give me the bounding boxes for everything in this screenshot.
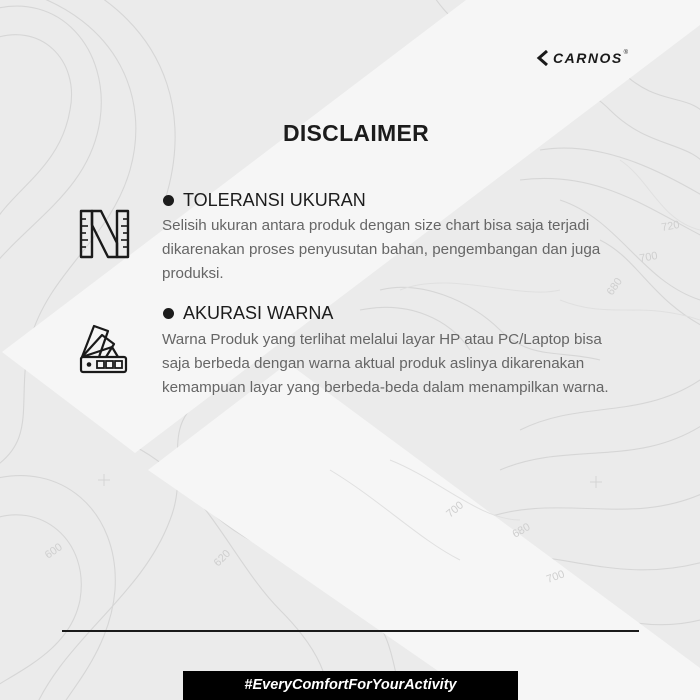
ruler-measure-icon <box>79 209 131 259</box>
section-body-toleransi <box>162 214 600 286</box>
svg-text:680: 680 <box>604 275 625 298</box>
section-title: TOLERANSI UKURAN <box>183 190 366 210</box>
divider <box>62 630 639 632</box>
svg-text:720: 720 <box>660 218 681 234</box>
body-line: saja berbeda dengan warna aktual produk aslinya dikarenakan <box>162 355 585 372</box>
brand-name: CARNOS <box>553 50 623 66</box>
bullet-icon <box>163 308 174 319</box>
body-line: dikarenakan proses penyusutan bahan, pengembangan dan juga <box>162 241 601 258</box>
svg-text:600: 600 <box>42 541 65 562</box>
section-heading-toleransi <box>163 190 366 211</box>
body-line: produksi. <box>162 265 224 282</box>
body-line: Selisih ukuran antara produk dengan size chart bisa saja terjadi <box>162 217 590 234</box>
section-title: AKURASI WARNA <box>183 303 334 323</box>
svg-text:620: 620 <box>211 547 234 570</box>
section-body-akurasi <box>162 328 609 400</box>
bullet-icon <box>163 195 174 206</box>
color-swatch-icon <box>78 323 128 375</box>
section-heading-akurasi <box>163 303 333 324</box>
svg-text:680: 680 <box>510 521 533 541</box>
svg-text:700: 700 <box>638 249 659 265</box>
brand-registered-mark: ® <box>623 50 629 56</box>
svg-text:700: 700 <box>444 499 466 521</box>
body-line: kemampuan layar yang berbeda-beda dalam menampilkan warna. <box>162 379 609 396</box>
chevron-left-icon <box>536 50 550 66</box>
body-line: Warna Produk yang terlihat melalui layar HP atau PC/Laptop bisa <box>162 331 602 348</box>
page-title: DISCLAIMER <box>282 120 430 146</box>
svg-text:700: 700 <box>544 568 567 586</box>
hashtag-banner: #EveryComfortForYourActivity <box>183 671 518 700</box>
brand-logo <box>536 50 628 66</box>
